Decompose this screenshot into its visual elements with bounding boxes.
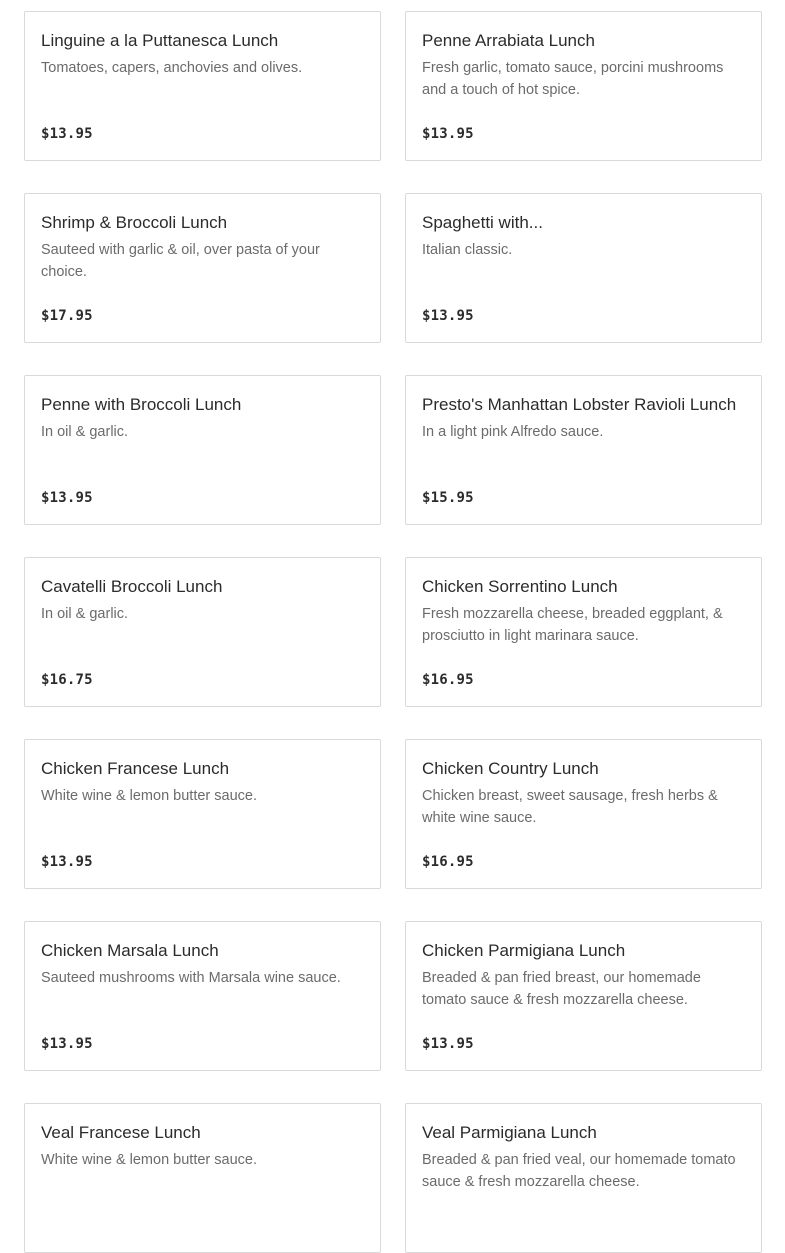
menu-item-card[interactable]	[24, 1103, 381, 1253]
menu-item-price: $13.95	[422, 308, 474, 324]
menu-item-title: Linguine a la Puttanesca Lunch	[41, 31, 279, 50]
menu-item-price: $13.95	[422, 1036, 474, 1052]
menu-item-card[interactable]	[405, 921, 762, 1071]
menu-item-title: Chicken Marsala Lunch	[41, 941, 219, 960]
menu-item-description: White wine & lemon butter sauce.	[41, 1152, 257, 1168]
menu-item-description: Breaded & pan fried breast, our homemade tomato sauce & fresh mozzarella cheese.	[422, 970, 701, 1008]
menu-item-price: $13.95	[41, 854, 93, 870]
menu-item-card[interactable]	[24, 375, 381, 525]
menu-item-card[interactable]	[24, 739, 381, 889]
menu-item-card[interactable]	[405, 375, 762, 525]
menu-item-description: Italian classic.	[422, 242, 513, 258]
menu-item-description: In a light pink Alfredo sauce.	[422, 424, 604, 440]
menu-item-card[interactable]	[405, 1103, 762, 1253]
menu-item-price: $13.95	[422, 126, 474, 142]
menu-item-description: Fresh garlic, tomato sauce, porcini mushrooms and a touch of hot spice.	[422, 60, 724, 98]
menu-item-card[interactable]	[24, 921, 381, 1071]
menu-item-title: Shrimp & Broccoli Lunch	[41, 213, 228, 232]
menu-item-description: Sauteed with garlic & oil, over pasta of your choice.	[41, 242, 320, 280]
menu-item-price: $13.95	[41, 490, 93, 506]
menu-item-description: Tomatoes, capers, anchovies and olives.	[41, 60, 303, 76]
menu-item-price: $17.95	[41, 308, 93, 324]
menu-item-title: Veal Francese Lunch	[41, 1123, 201, 1142]
menu-item-title: Cavatelli Broccoli Lunch	[41, 577, 223, 596]
menu-item-title: Chicken Francese Lunch	[41, 759, 230, 778]
menu-item-card[interactable]	[405, 193, 762, 343]
menu-item-description: Fresh mozzarella cheese, breaded eggplant, & prosciutto in light marinara sauce.	[422, 606, 723, 644]
menu-item-title: Chicken Country Lunch	[422, 759, 599, 778]
menu-item-title: Chicken Sorrentino Lunch	[422, 577, 618, 596]
menu-item-card[interactable]	[24, 11, 381, 161]
menu-item-price: $15.95	[422, 490, 474, 506]
menu-item-card[interactable]	[405, 739, 762, 889]
menu-item-description: Chicken breast, sweet sausage, fresh herbs & white wine sauce.	[422, 788, 718, 826]
menu-item-description: In oil & garlic.	[41, 424, 129, 440]
menu-item-title: Penne Arrabiata Lunch	[422, 31, 595, 50]
menu-item-price: $13.95	[41, 1036, 93, 1052]
menu-item-price: $16.95	[422, 672, 474, 688]
menu-item-description: White wine & lemon butter sauce.	[41, 788, 257, 804]
menu-item-card[interactable]	[24, 193, 381, 343]
menu-item-title: Chicken Parmigiana Lunch	[422, 941, 626, 960]
menu-item-description: Sauteed mushrooms with Marsala wine sauce.	[41, 970, 341, 986]
menu-item-title: Veal Parmigiana Lunch	[422, 1123, 597, 1142]
menu-item-title: Presto's Manhattan Lobster Ravioli Lunch	[422, 395, 737, 414]
menu-item-card[interactable]	[24, 557, 381, 707]
menu-item-card[interactable]	[405, 11, 762, 161]
menu-item-price: $16.95	[422, 854, 474, 870]
menu-item-title: Penne with Broccoli Lunch	[41, 395, 242, 414]
menu-item-card[interactable]	[405, 557, 762, 707]
menu-item-title: Spaghetti with...	[422, 213, 543, 232]
menu-item-description: In oil & garlic.	[41, 606, 129, 622]
menu-grid	[24, 11, 761, 1253]
menu-item-description: Breaded & pan fried veal, our homemade tomato sauce & fresh mozzarella cheese.	[422, 1152, 736, 1190]
menu-item-price: $16.75	[41, 672, 93, 688]
menu-item-price: $13.95	[41, 126, 93, 142]
